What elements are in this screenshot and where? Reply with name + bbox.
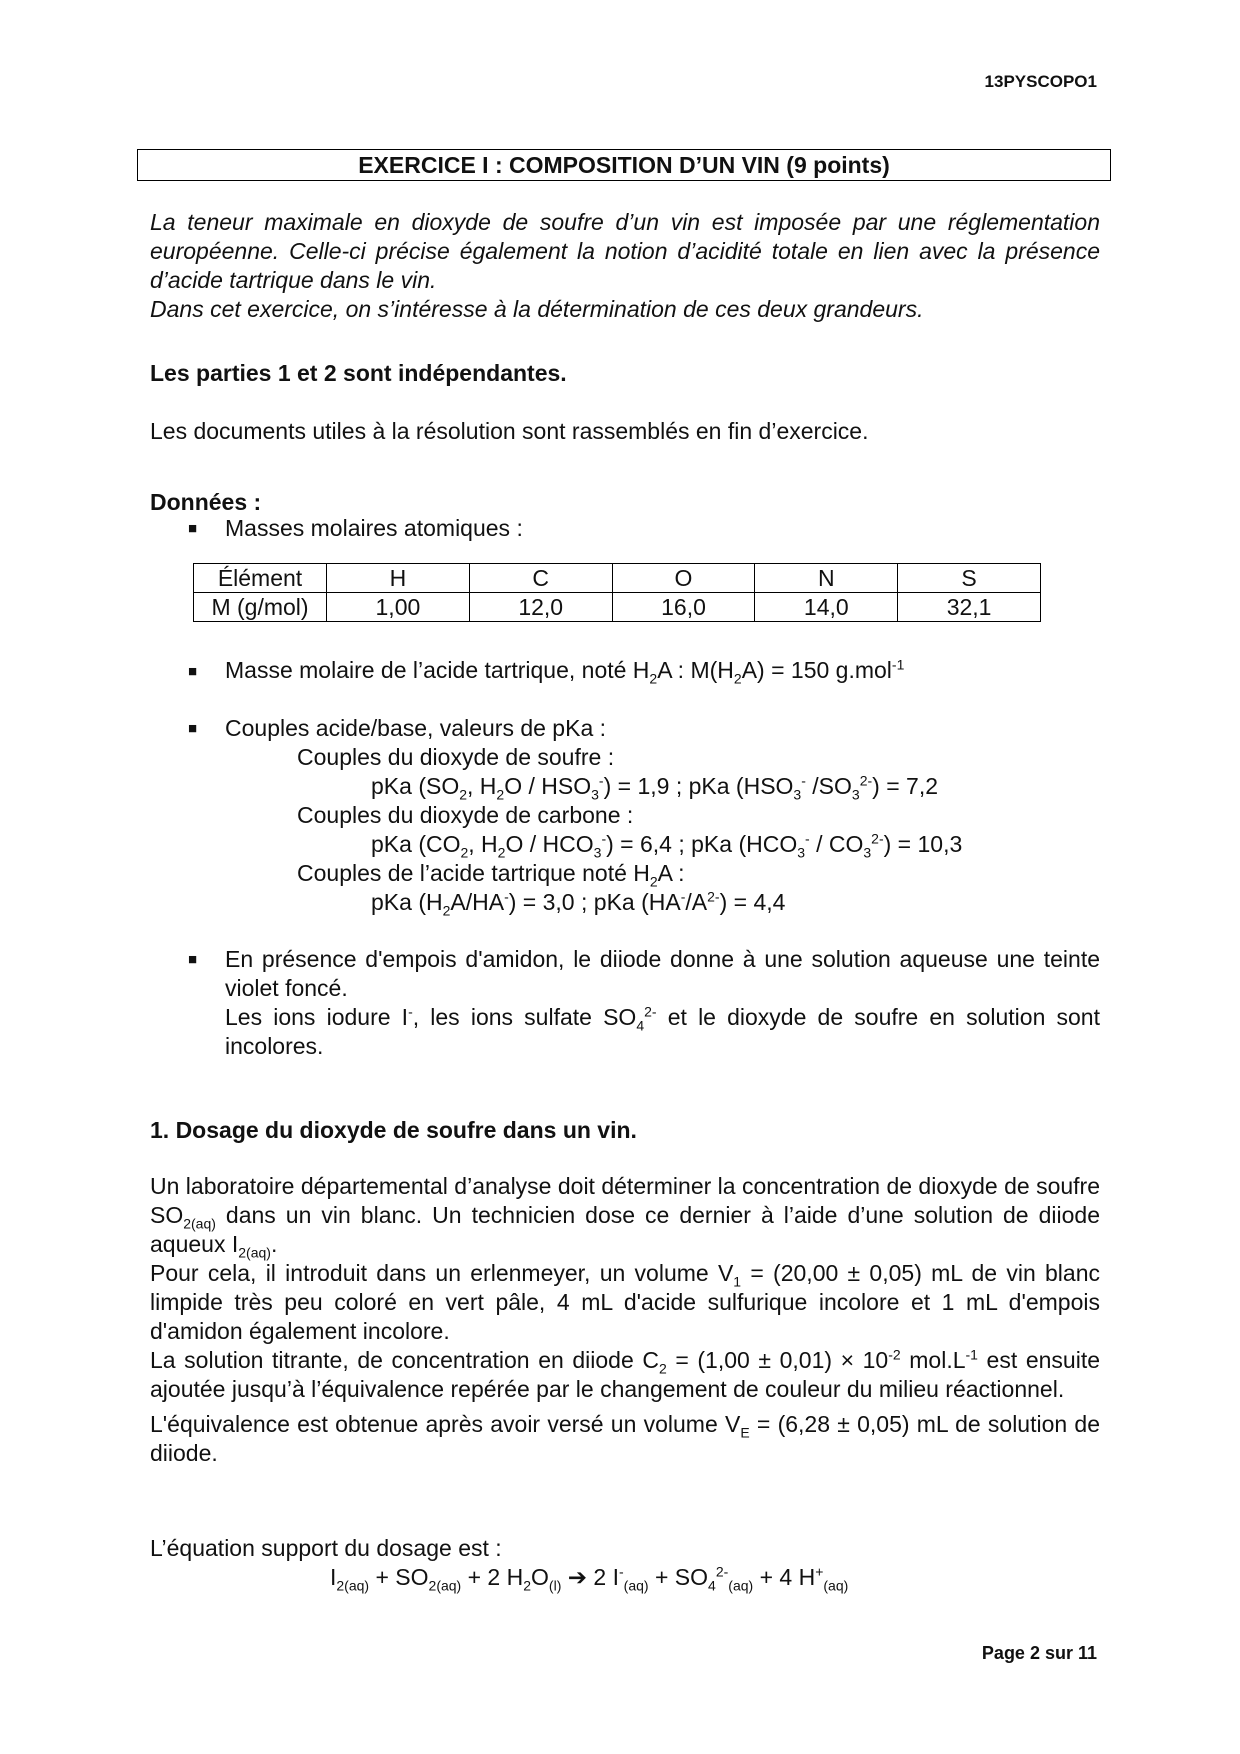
paragraph: Un laboratoire départemental d’analyse doit déterminer la concentration de dioxyde de soufre $SO_{2(aq)}$ dans un vin blanc. Un technicien dose ce dernier à l’aide d’une solution de diiode aqueux $I_{2(aq)}$. [150, 1173, 1100, 1261]
bullet-icon: ■ [188, 951, 198, 968]
table-cell: 1,00 [327, 593, 470, 622]
ions-suffix: et le dioxyde de soufre en solution sont incolores. [225, 1004, 1100, 1059]
text-run: La solution titrante, de concentration en diiode C [150, 1347, 659, 1373]
text-run: mol.L [900, 1347, 966, 1373]
exercise-title: EXERCICE I : COMPOSITION D’UN VIN (9 points) [137, 149, 1111, 181]
text-run: = (20,00 ± 0,05) mL de vin blanc limpide très peu coloré en vert pâle, 4 mL d'acide sulfurique incolore et 1 mL d'empois d'amidon également incolore. [150, 1260, 1100, 1344]
tartrique-label-prefix: Couples de l’acide tartrique noté H [297, 860, 650, 886]
acid-mass-prefix: Masse molaire de l’acide tartrique, noté H [225, 657, 650, 683]
table-cell: C [469, 564, 612, 593]
couples-label: Couples acide/base, valeurs de pKa : [225, 715, 607, 741]
text-run: L'équivalence est obtenue après avoir versé un volume V [150, 1411, 741, 1437]
ions-mid: , les ions sulfate SO [412, 1004, 637, 1030]
table-cell: H [327, 564, 470, 593]
arrow-icon: ➔ [567, 1564, 588, 1590]
page-number: Page 2 sur 11 [981, 1643, 1097, 1663]
table-cell: N [755, 564, 898, 593]
text-run: = (1,00 ± 0,01) × 10 [666, 1347, 889, 1373]
text-run: = (6,28 ± 0,05) mL de solution de diiode. [150, 1411, 1100, 1466]
table-cell: 12,0 [469, 593, 612, 622]
co2-pka-line: pKa ($CO_2$, $H_2O / HCO_3^-) = 6,4$ ; pKa $(HCO_3^- / CO_3^{2-}) = 10,3$ [371, 830, 963, 861]
parts-notice: Les parties 1 et 2 sont indépendantes. [150, 360, 567, 386]
ions-text: Les ions iodure I-, les ions sulfate $SO_4^{2-}$ et le dioxyde de soufre en solution sont incolores. [225, 1003, 1100, 1059]
paragraph: Pour cela, il introduit dans un erlenmeyer, un volume $V_1 = (20,00 \pm 0,05)$ mL de vin blanc limpide très peu coloré en vert pâle, 4 mL d'acide sulfurique incolore et 1 mL d'empois d'amidon également incolore. [150, 1260, 1100, 1344]
paragraph: L'équivalence est obtenue après avoir versé un volume $V_E = (6,28 \pm 0,05)$ mL de solution de diiode. [150, 1411, 1100, 1466]
table-row [194, 593, 1041, 622]
pka-value: 6,4 [639, 831, 672, 857]
tartrique-couples-label: Couples de l’acide tartrique noté $H_2A$ : [297, 860, 685, 890]
pka-value: 3,0 [542, 889, 575, 915]
so2-couples-label: Couples du dioxyde de soufre : [297, 744, 615, 770]
amidon-text: En présence d'empois d'amidon, le diiode donne à une solution aqueuse une teinte violet foncé. [225, 946, 1100, 1001]
intro-text-2: Dans cet exercice, on s’intéresse à la détermination de ces deux grandeurs. [150, 296, 924, 322]
paragraph: La solution titrante, de concentration en diiode $C_2 = (1,00 \pm 0,01) \times 10^{-2}$ $mol.L^{-1}$ est ensuite ajoutée jusqu’à l’équivalence repérée par le changement de couleur du milieu réactionnel. [150, 1346, 1100, 1402]
text-run: Pour cela, il introduit dans un erlenmeyer, un volume V [150, 1260, 734, 1286]
document-code: 13PYSCOPO1 [984, 72, 1097, 91]
tartrique-label-suffix: A : [657, 860, 685, 886]
masses-label: Masses molaires atomiques : [225, 515, 523, 541]
pka-value: 7,2 [906, 773, 939, 799]
intro-paragraph [150, 208, 1100, 324]
table-cell: 32,1 [898, 593, 1041, 622]
data-heading: Données : [150, 489, 262, 515]
text-run: dans un vin blanc. Un technicien dose ce dernier à l’aide d’une solution de diiode aqueux I [150, 1202, 1100, 1257]
so2-pka-line: pKa ($SO_2$, $H_2O / HSO_3^-) = 1,9$ ; pKa ($HSO_3^-$ $/SO_3^{2-}) = 7,2$ [371, 772, 939, 803]
equation-intro: L’équation support du dosage est : [150, 1535, 502, 1561]
pka-value: 1,9 [637, 773, 670, 799]
table-cell: Élément [194, 564, 327, 593]
dosage-equation: $I_{2(aq)} + SO_{2(aq)} + 2$ $H_2O_{(l)}$ ➔ 2 $I^-_{(aq)} + SO_4^{2-}_{(aq)} + 4$ $H^+_{(aq)}$ [330, 1563, 849, 1594]
text-run: Un laboratoire départemental d’analyse doit déterminer la concentration de dioxyde de soufre SO [150, 1173, 1100, 1228]
table-cell: O [612, 564, 755, 593]
pka-value: 10,3 [917, 831, 963, 857]
acid-mass-mid: A : M(H [657, 657, 734, 683]
table-cell: S [898, 564, 1041, 593]
section-1-title: 1. Dosage du dioxyde de soufre dans un vin. [150, 1117, 637, 1143]
pka-value: 4,4 [753, 889, 786, 915]
documents-note: Les documents utiles à la résolution sont rassemblés en fin d’exercice. [150, 418, 869, 444]
table-cell: 14,0 [755, 593, 898, 622]
table-cell: M (g/mol) [194, 593, 327, 622]
molar-mass-table [193, 563, 1041, 622]
section-1-body [150, 1172, 1100, 1468]
acid-mass-line: Masse molaire de l’acide tartrique, noté $H_2A$ : $M(H_2A) = 150$ g.mol$^{-1}$ [225, 656, 905, 687]
bullet-icon: ■ [188, 663, 198, 680]
intro-text-1: La teneur maximale en dioxyde de soufre d’un vin est imposée par une réglementation européenne. Celle-ci précise également la notion d’acidité totale en lien avec la présence d’acide tartrique dans le vin. [150, 209, 1100, 293]
text-run: est ensuite ajoutée jusqu’à l’équivalence repérée par le changement de couleur du milieu réactionnel. [150, 1347, 1100, 1402]
table-cell: 16,0 [612, 593, 755, 622]
bullet-icon: ■ [188, 720, 198, 737]
h2a-pka-line: pKa $(H_2A/HA^-) = 3,0$ ; pKa $(HA^-/A^{2-}) = 4,4$ [371, 888, 786, 919]
co2-couples-label: Couples du dioxyde de carbone : [297, 802, 634, 828]
ions-prefix: Les ions iodure I [225, 1004, 409, 1030]
table-row [194, 564, 1041, 593]
bullet-icon: ■ [188, 520, 198, 537]
acid-mass-suffix: A) = 150 g.mol [741, 657, 892, 683]
